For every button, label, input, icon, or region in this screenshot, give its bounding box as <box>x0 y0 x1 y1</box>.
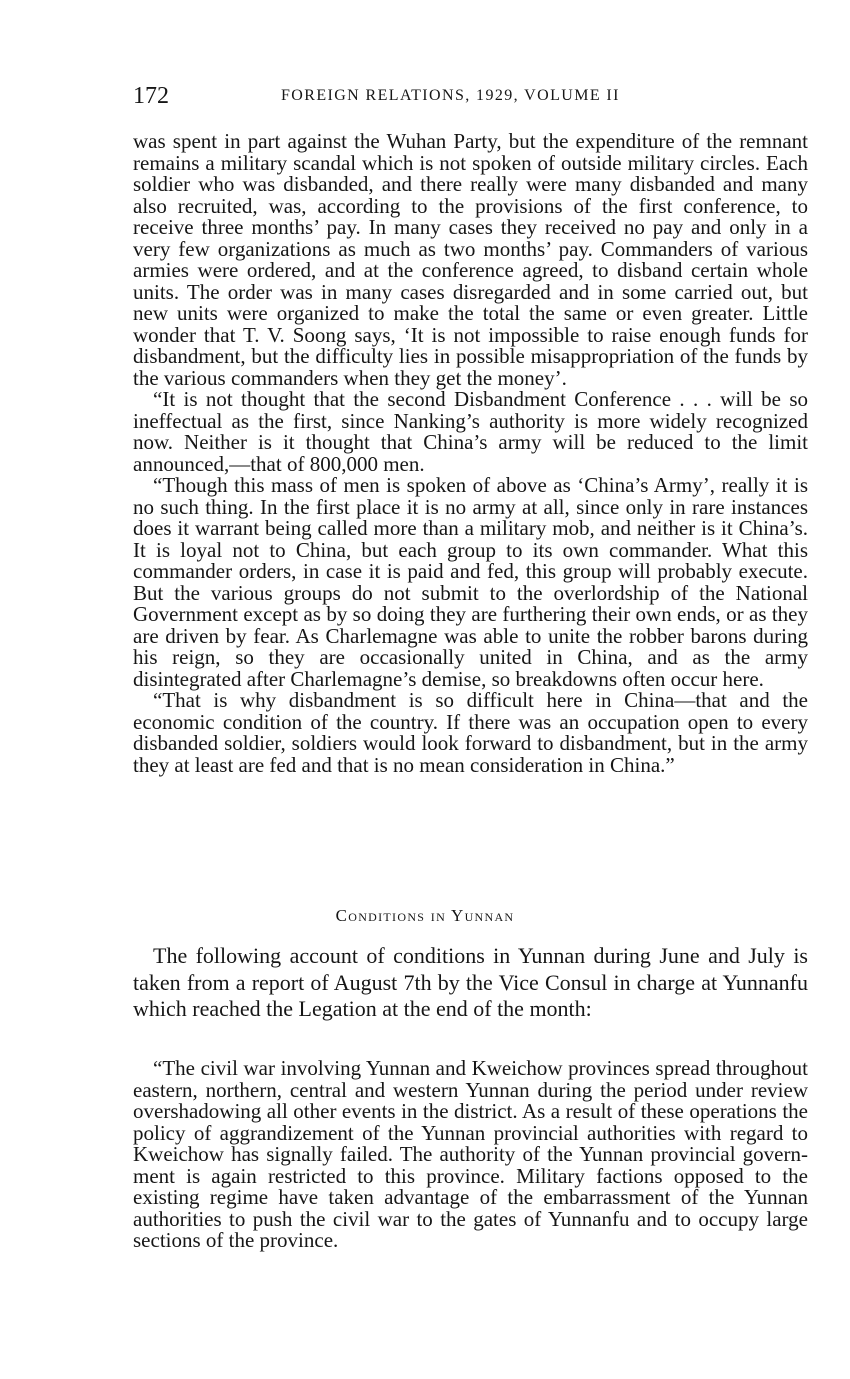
body-text <box>133 131 808 776</box>
paragraph-civil-war: “The civil war involving Yunnan and Kweichow provinces spread throughout eastern, northern, central and western Yunnan during the period under review overshadowing all other events in the district. As a result of these operations the policy of aggrandizement of the Yunnan provincial authorities with regard to Kweichow has signally failed. The authority of the Yunnan provincial government is again restricted to this province. Military factions opposed to the existing regime have taken advantage of the embarrassment of the Yunnan authorities to push the civil war to the gates of Yunnanfu and to occupy large sections of the province. <box>133 1056 808 1252</box>
paragraph-continued: was spent in part against the Wuhan Party, but the expenditure of the remnant remains a military scandal which is not spoken of outside military circles. Each soldier who was disbanded, and there really were many disbanded and many also recruited, was, according to the provisions of the first conference, to receive three months’ pay. In many cases they received no pay and only in a very few organizations as much as two months’ pay. Commanders of various armies were ordered, and at the conference agreed, to disband certain whole units. The order was in many cases disregarded and in some carried out, but new units were organized to make the total the same or even greater. Little wonder that T. V. Soong says, ‘It is not impossible to raise enough funds for disbandment, but the difficulty lies in possible misappropriation of the funds by the various commanders when they get the money’. <box>133 129 808 390</box>
section-heading: Conditions in Yunnan <box>335 906 515 925</box>
running-title: FOREIGN RELATIONS, 1929, VOLUME II <box>281 87 620 104</box>
paragraph-why-disbandment-difficult: “That is why disbandment is so difficult here in China—that and the economic condition of the country. If there was an occupation open to every disbanded soldier, soldiers would look forward to disbandment, but in the army they at least are fed and that is no mean consideration in China.” <box>133 688 808 777</box>
page-header <box>133 82 813 112</box>
paragraph-disbandment-conference: “It is not thought that the second Disbandment Conference . . . will be so ineffectual as the first, since Nanking’s authority is more widely recognized now. Neither is it thought that China’s army will be reduced to the limit announced,—that of 800,000 men. <box>133 387 808 476</box>
page-number: 172 <box>133 83 169 109</box>
paragraph-chinas-army: “Though this mass of men is spoken of above as ‘China’s Army’, really it is no such thing. In the first place it is no army at all, since only in rare instances does it warrant being called more than a military mob, and neither is it China’s. It is loyal not to China, but each group to its own commander. What this commander orders, in case it is paid and fed, this group will probably execute. But the various groups do not submit to the overlordship of the National Government except as by so doing they are furthering their own ends, or as they are driven by fear. As Charlemagne was able to unite the robber barons during his reign, so they are occasionally united in China, and as the army disintegrated after Charlemagne’s demise, so breakdowns often occur here. <box>133 473 808 691</box>
intro-text <box>133 943 808 1023</box>
paragraph-intro: The following account of conditions in Yunnan during June and July is taken from a report of August 7th by the Vice Consul in charge at Yunnanfu which reached the Legation at the end of the month: <box>133 943 808 1021</box>
quoted-report <box>133 1058 808 1252</box>
